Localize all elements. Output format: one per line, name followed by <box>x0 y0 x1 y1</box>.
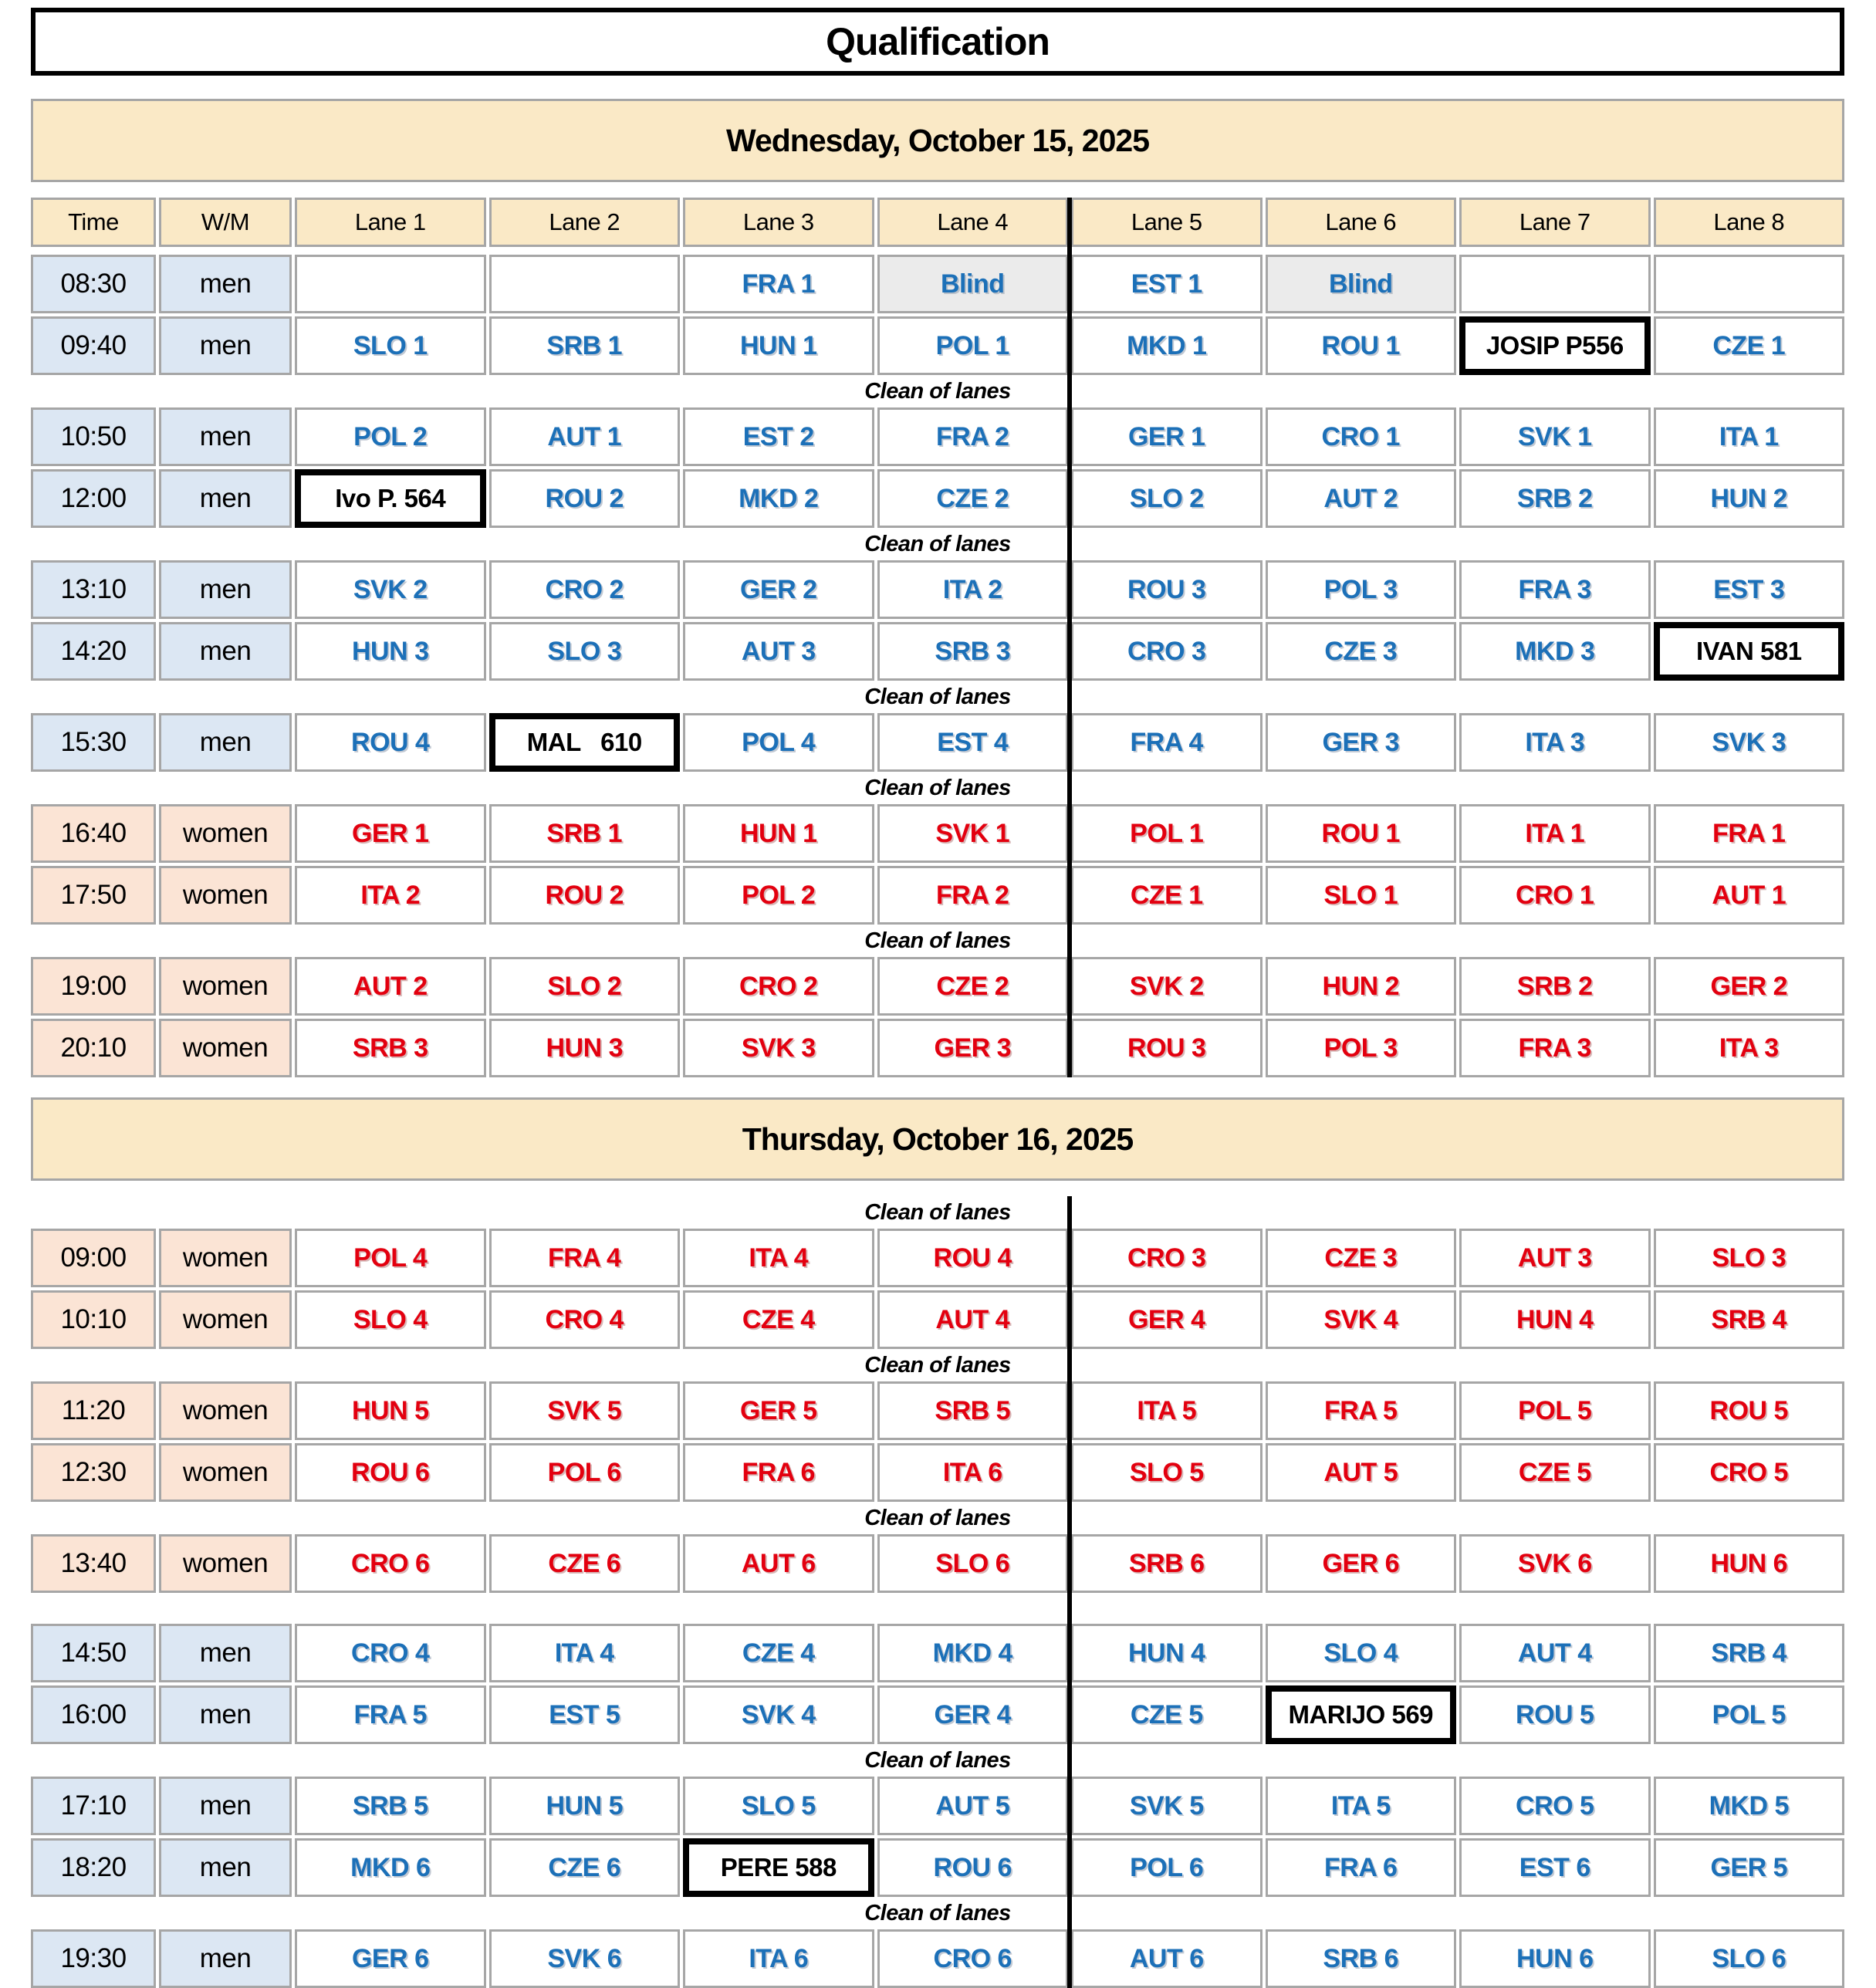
empty-lane-cell <box>1654 255 1845 313</box>
lane-cell: SRB 2 <box>1459 957 1651 1016</box>
clean-of-lanes-row <box>31 1744 1844 1777</box>
lane-cell: ITA 2 <box>877 560 1069 619</box>
lane-cell: AUT 1 <box>1654 866 1845 925</box>
gender-cell: women <box>159 804 292 863</box>
lane-cell: SVK 4 <box>1266 1290 1457 1349</box>
lane-cell: CZE 2 <box>877 469 1069 528</box>
lane-cell: SVK 1 <box>1459 407 1651 466</box>
lane-cell: SVK 3 <box>1654 713 1845 772</box>
lane-cell: ITA 5 <box>1266 1777 1457 1835</box>
time-cell: 09:00 <box>31 1229 156 1287</box>
lane-cell: SRB 1 <box>489 804 681 863</box>
lane-cell: ITA 5 <box>1071 1381 1262 1440</box>
lane-cell: SLO 2 <box>489 957 681 1016</box>
schedule-block <box>31 407 1844 528</box>
lane-cell: GER 5 <box>1654 1838 1845 1897</box>
lane-cell: CZE 5 <box>1459 1443 1651 1502</box>
gender-cell: men <box>159 407 292 466</box>
lane-cell: GER 2 <box>1654 957 1845 1016</box>
clean-of-lanes-label: Clean of lanes <box>864 1505 1011 1530</box>
lane-cell: CZE 1 <box>1071 866 1262 925</box>
clean-of-lanes-label: Clean of lanes <box>864 1747 1011 1773</box>
lane-cell: SVK 6 <box>489 1929 681 1988</box>
gender-cell: men <box>159 316 292 375</box>
lane-cell: FRA 1 <box>1654 804 1845 863</box>
gender-cell: men <box>159 1777 292 1835</box>
lane-cell: FRA 3 <box>1459 560 1651 619</box>
lane-cell: POL 1 <box>1071 804 1262 863</box>
table-row <box>31 804 1844 863</box>
table-row <box>31 1443 1844 1502</box>
gender-cell: women <box>159 1290 292 1349</box>
lane-cell: SVK 3 <box>683 1019 874 1077</box>
time-cell: 19:00 <box>31 957 156 1016</box>
player-score-cell: IVAN 581 <box>1654 622 1845 681</box>
lane-cell: ROU 3 <box>1071 560 1262 619</box>
lane-cell: CZE 2 <box>877 957 1069 1016</box>
lane-cell: ITA 1 <box>1459 804 1651 863</box>
table-row <box>31 622 1844 681</box>
lane-divider-line <box>1067 198 1072 1077</box>
clean-of-lanes-row <box>31 528 1844 560</box>
lane-cell: FRA 1 <box>683 255 874 313</box>
lane-cell: SLO 6 <box>877 1534 1069 1593</box>
lane-cell: EST 4 <box>877 713 1069 772</box>
lane-cell: FRA 4 <box>1071 713 1262 772</box>
player-score-cell: Ivo P. 564 <box>295 469 486 528</box>
lane-cell: POL 4 <box>295 1229 486 1287</box>
lane-cell: HUN 5 <box>295 1381 486 1440</box>
lane-cell: SVK 6 <box>1459 1534 1651 1593</box>
lane-cell: AUT 4 <box>877 1290 1069 1349</box>
lane-cell: POL 6 <box>1071 1838 1262 1897</box>
lane-cell: SLO 3 <box>1654 1229 1845 1287</box>
column-header: W/M <box>159 198 292 247</box>
lane-cell: GER 1 <box>1071 407 1262 466</box>
lane-cell: HUN 5 <box>489 1777 681 1835</box>
lane-cell: CRO 4 <box>489 1290 681 1349</box>
table-row <box>31 1019 1844 1077</box>
lane-cell: HUN 2 <box>1266 957 1457 1016</box>
time-cell: 15:30 <box>31 713 156 772</box>
lane-cell: SRB 1 <box>489 316 681 375</box>
lane-cell: POL 2 <box>683 866 874 925</box>
lane-cell: ROU 3 <box>1071 1019 1262 1077</box>
schedule-block <box>31 1929 1844 1988</box>
lane-cell: HUN 4 <box>1459 1290 1651 1349</box>
lane-cell: CZE 6 <box>489 1534 681 1593</box>
clean-of-lanes-label: Clean of lanes <box>864 378 1011 404</box>
lane-cell: AUT 4 <box>1459 1624 1651 1682</box>
table-row <box>31 1534 1844 1593</box>
blind-lane-cell: Blind <box>1266 255 1457 313</box>
lane-cell: SVK 4 <box>683 1685 874 1744</box>
table-row <box>31 866 1844 925</box>
schedule-block <box>31 560 1844 681</box>
lane-cell: AUT 6 <box>1071 1929 1262 1988</box>
lane-cell: POL 3 <box>1266 560 1457 619</box>
time-cell: 10:10 <box>31 1290 156 1349</box>
lane-cell: POL 1 <box>877 316 1069 375</box>
table-row <box>31 1624 1844 1682</box>
lane-cell: AUT 6 <box>683 1534 874 1593</box>
gender-cell: women <box>159 1443 292 1502</box>
clean-of-lanes-label: Clean of lanes <box>864 1352 1011 1378</box>
lane-cell: CZE 3 <box>1266 1229 1457 1287</box>
lane-cell: MKD 6 <box>295 1838 486 1897</box>
time-cell: 16:00 <box>31 1685 156 1744</box>
clean-of-lanes-row <box>31 375 1844 407</box>
day-banner: Wednesday, October 15, 2025 <box>31 99 1844 182</box>
day-section <box>31 1097 1844 1988</box>
gender-cell: women <box>159 1381 292 1440</box>
lane-cell: POL 2 <box>295 407 486 466</box>
schedule-block <box>31 1624 1844 1744</box>
lane-cell: GER 3 <box>877 1019 1069 1077</box>
column-header: Lane 5 <box>1071 198 1262 247</box>
lane-cell: CRO 3 <box>1071 1229 1262 1287</box>
table-row <box>31 469 1844 528</box>
lane-cell: AUT 2 <box>1266 469 1457 528</box>
lane-cell: ITA 1 <box>1654 407 1845 466</box>
column-header: Time <box>31 198 156 247</box>
lane-cell: POL 6 <box>489 1443 681 1502</box>
lane-cell: GER 4 <box>1071 1290 1262 1349</box>
lane-cell: POL 4 <box>683 713 874 772</box>
lane-cell: EST 6 <box>1459 1838 1651 1897</box>
time-cell: 17:50 <box>31 866 156 925</box>
column-header: Lane 7 <box>1459 198 1651 247</box>
lane-cell: GER 5 <box>683 1381 874 1440</box>
lane-cell: SLO 4 <box>295 1290 486 1349</box>
lane-cell: EST 1 <box>1071 255 1262 313</box>
lane-cell: FRA 5 <box>295 1685 486 1744</box>
lane-cell: SRB 3 <box>877 622 1069 681</box>
gender-cell: women <box>159 957 292 1016</box>
table-row <box>31 1929 1844 1988</box>
day-body <box>31 1196 1844 1988</box>
lane-cell: CRO 2 <box>683 957 874 1016</box>
lane-cell: HUN 6 <box>1459 1929 1651 1988</box>
lane-cell: SRB 6 <box>1266 1929 1457 1988</box>
time-cell: 13:10 <box>31 560 156 619</box>
lane-cell: AUT 5 <box>877 1777 1069 1835</box>
schedule-block <box>31 255 1844 375</box>
time-cell: 13:40 <box>31 1534 156 1593</box>
gender-cell: women <box>159 1534 292 1593</box>
lane-cell: SLO 5 <box>683 1777 874 1835</box>
lane-cell: ITA 3 <box>1459 713 1651 772</box>
lane-cell: HUN 6 <box>1654 1534 1845 1593</box>
schedule-block <box>31 713 1844 772</box>
lane-cell: SRB 4 <box>1654 1624 1845 1682</box>
gender-cell: women <box>159 1229 292 1287</box>
gender-cell: men <box>159 1838 292 1897</box>
gender-cell: men <box>159 1624 292 1682</box>
time-cell: 09:40 <box>31 316 156 375</box>
day-body <box>31 198 1844 1077</box>
gender-cell: men <box>159 622 292 681</box>
empty-lane-cell <box>1459 255 1651 313</box>
lane-cell: SRB 2 <box>1459 469 1651 528</box>
table-row <box>31 316 1844 375</box>
clean-of-lanes-label: Clean of lanes <box>864 684 1011 709</box>
lane-cell: ROU 5 <box>1459 1685 1651 1744</box>
table-row <box>31 1229 1844 1287</box>
lane-cell: SLO 1 <box>1266 866 1457 925</box>
lane-cell: HUN 4 <box>1071 1624 1262 1682</box>
lane-cell: HUN 3 <box>295 622 486 681</box>
lane-cell: FRA 2 <box>877 866 1069 925</box>
gender-cell: men <box>159 255 292 313</box>
gender-cell: men <box>159 1685 292 1744</box>
lane-cell: POL 3 <box>1266 1019 1457 1077</box>
table-row <box>31 713 1844 772</box>
clean-of-lanes-label: Clean of lanes <box>864 928 1011 953</box>
table-row <box>31 1777 1844 1835</box>
lane-cell: ROU 6 <box>877 1838 1069 1897</box>
lane-cell: EST 3 <box>1654 560 1845 619</box>
lane-cell: CRO 1 <box>1266 407 1457 466</box>
lane-cell: FRA 3 <box>1459 1019 1651 1077</box>
lane-cell: GER 6 <box>1266 1534 1457 1593</box>
lane-cell: ITA 4 <box>489 1624 681 1682</box>
lane-cell: SRB 5 <box>877 1381 1069 1440</box>
lane-cell: MKD 5 <box>1654 1777 1845 1835</box>
time-cell: 14:20 <box>31 622 156 681</box>
clean-of-lanes-label: Clean of lanes <box>864 531 1011 556</box>
lane-cell: SVK 2 <box>1071 957 1262 1016</box>
lane-cell: SLO 5 <box>1071 1443 1262 1502</box>
time-cell: 11:20 <box>31 1381 156 1440</box>
schedule-block <box>31 804 1844 925</box>
lane-cell: EST 2 <box>683 407 874 466</box>
lane-cell: ROU 1 <box>1266 316 1457 375</box>
lane-cell: CZE 3 <box>1266 622 1457 681</box>
lane-cell: POL 5 <box>1654 1685 1845 1744</box>
clean-of-lanes-row <box>31 681 1844 713</box>
lane-cell: MKD 1 <box>1071 316 1262 375</box>
lane-cell: SLO 3 <box>489 622 681 681</box>
lane-cell: SLO 6 <box>1654 1929 1845 1988</box>
clean-of-lanes-label: Clean of lanes <box>864 775 1011 800</box>
lane-cell: SVK 5 <box>489 1381 681 1440</box>
player-score-cell: JOSIP P556 <box>1459 316 1651 375</box>
lane-cell: AUT 3 <box>1459 1229 1651 1287</box>
lane-cell: POL 5 <box>1459 1381 1651 1440</box>
lane-cell: SVK 5 <box>1071 1777 1262 1835</box>
lane-cell: AUT 3 <box>683 622 874 681</box>
lane-cell: SLO 4 <box>1266 1624 1457 1682</box>
schedule-block <box>31 1534 1844 1593</box>
lane-cell: SRB 6 <box>1071 1534 1262 1593</box>
lane-divider-line <box>1067 1196 1072 1988</box>
lane-cell: ROU 1 <box>1266 804 1457 863</box>
lane-cell: ROU 2 <box>489 469 681 528</box>
lane-cell: CZE 5 <box>1071 1685 1262 1744</box>
lane-cell: HUN 1 <box>683 804 874 863</box>
time-cell: 17:10 <box>31 1777 156 1835</box>
time-cell: 12:30 <box>31 1443 156 1502</box>
lane-cell: ROU 6 <box>295 1443 486 1502</box>
lane-cell: GER 4 <box>877 1685 1069 1744</box>
clean-of-lanes-label: Clean of lanes <box>864 1199 1011 1225</box>
lane-cell: FRA 5 <box>1266 1381 1457 1440</box>
column-header: Lane 1 <box>295 198 486 247</box>
time-cell: 18:20 <box>31 1838 156 1897</box>
lane-cell: CRO 5 <box>1654 1443 1845 1502</box>
lane-cell: ROU 5 <box>1654 1381 1845 1440</box>
column-header: Lane 8 <box>1654 198 1845 247</box>
lane-cell: AUT 2 <box>295 957 486 1016</box>
gender-cell: men <box>159 1929 292 1988</box>
lane-cell: CZE 4 <box>683 1290 874 1349</box>
block-gap <box>31 1593 1844 1624</box>
lane-cell: GER 3 <box>1266 713 1457 772</box>
lane-cell: ROU 2 <box>489 866 681 925</box>
lane-cell: GER 6 <box>295 1929 486 1988</box>
table-row <box>31 560 1844 619</box>
time-cell: 14:50 <box>31 1624 156 1682</box>
player-score-cell: PERE 588 <box>683 1838 874 1897</box>
column-header: Lane 6 <box>1266 198 1457 247</box>
schedule-block <box>31 1777 1844 1897</box>
lane-cell: CRO 2 <box>489 560 681 619</box>
table-row <box>31 407 1844 466</box>
time-cell: 16:40 <box>31 804 156 863</box>
column-header: Lane 2 <box>489 198 681 247</box>
lane-cell: ROU 4 <box>877 1229 1069 1287</box>
lane-cell: ITA 4 <box>683 1229 874 1287</box>
lane-cell: SVK 2 <box>295 560 486 619</box>
lane-cell: SRB 3 <box>295 1019 486 1077</box>
day-banner: Thursday, October 16, 2025 <box>31 1097 1844 1181</box>
schedule <box>31 99 1844 1988</box>
clean-of-lanes-label: Clean of lanes <box>864 1900 1011 1925</box>
table-row <box>31 255 1844 313</box>
qualification-schedule-page <box>31 8 1844 1988</box>
lane-cell: EST 5 <box>489 1685 681 1744</box>
lane-cell: ITA 2 <box>295 866 486 925</box>
lane-cell: AUT 1 <box>489 407 681 466</box>
lane-cell: CZE 4 <box>683 1624 874 1682</box>
clean-of-lanes-row <box>31 1349 1844 1381</box>
lane-cell: MKD 2 <box>683 469 874 528</box>
lane-cell: MKD 4 <box>877 1624 1069 1682</box>
player-score-cell: MARIJO 569 <box>1266 1685 1457 1744</box>
gender-cell: men <box>159 469 292 528</box>
table-row <box>31 957 1844 1016</box>
schedule-block <box>31 1229 1844 1349</box>
lane-cell: SLO 1 <box>295 316 486 375</box>
empty-lane-cell <box>489 255 681 313</box>
lane-cell: FRA 2 <box>877 407 1069 466</box>
lane-cell: FRA 6 <box>1266 1838 1457 1897</box>
lane-cell: CZE 6 <box>489 1838 681 1897</box>
gender-cell: women <box>159 1019 292 1077</box>
table-row <box>31 1685 1844 1744</box>
lane-cell: SVK 1 <box>877 804 1069 863</box>
lane-cell: CRO 4 <box>295 1624 486 1682</box>
blind-lane-cell: Blind <box>877 255 1069 313</box>
schedule-block <box>31 1381 1844 1502</box>
time-cell: 08:30 <box>31 255 156 313</box>
clean-of-lanes-row <box>31 1502 1844 1534</box>
player-score-cell: MAL 610 <box>489 713 681 772</box>
page-title: Qualification <box>31 8 1844 76</box>
lane-cell: ROU 4 <box>295 713 486 772</box>
lane-cell: AUT 5 <box>1266 1443 1457 1502</box>
lane-cell: HUN 3 <box>489 1019 681 1077</box>
lane-cell: ITA 3 <box>1654 1019 1845 1077</box>
time-cell: 12:00 <box>31 469 156 528</box>
table-row <box>31 1381 1844 1440</box>
lane-cell: HUN 2 <box>1654 469 1845 528</box>
lane-cell: SRB 4 <box>1654 1290 1845 1349</box>
table-row <box>31 1290 1844 1349</box>
day-section <box>31 99 1844 1077</box>
lane-cell: CRO 1 <box>1459 866 1651 925</box>
lane-cell: CZE 1 <box>1654 316 1845 375</box>
time-cell: 10:50 <box>31 407 156 466</box>
lane-cell: FRA 4 <box>489 1229 681 1287</box>
lane-cell: ITA 6 <box>877 1443 1069 1502</box>
clean-of-lanes-row <box>31 772 1844 804</box>
lane-cell: CRO 5 <box>1459 1777 1651 1835</box>
clean-of-lanes-row <box>31 1196 1844 1229</box>
time-cell: 20:10 <box>31 1019 156 1077</box>
lane-cell: CRO 3 <box>1071 622 1262 681</box>
lane-cell: SLO 2 <box>1071 469 1262 528</box>
time-cell: 19:30 <box>31 1929 156 1988</box>
lane-cell: GER 2 <box>683 560 874 619</box>
empty-lane-cell <box>295 255 486 313</box>
schedule-block <box>31 957 1844 1077</box>
gender-cell: women <box>159 866 292 925</box>
clean-of-lanes-row <box>31 925 1844 957</box>
lane-cell: MKD 3 <box>1459 622 1651 681</box>
gender-cell: men <box>159 713 292 772</box>
lane-cell: ITA 6 <box>683 1929 874 1988</box>
column-header: Lane 4 <box>877 198 1069 247</box>
lane-cell: CRO 6 <box>877 1929 1069 1988</box>
lane-cell: SRB 5 <box>295 1777 486 1835</box>
lane-cell: HUN 1 <box>683 316 874 375</box>
table-row <box>31 1838 1844 1897</box>
table-header-row <box>31 198 1844 247</box>
lane-cell: FRA 6 <box>683 1443 874 1502</box>
gender-cell: men <box>159 560 292 619</box>
lane-cell: GER 1 <box>295 804 486 863</box>
column-header: Lane 3 <box>683 198 874 247</box>
clean-of-lanes-row <box>31 1897 1844 1929</box>
lane-cell: CRO 6 <box>295 1534 486 1593</box>
